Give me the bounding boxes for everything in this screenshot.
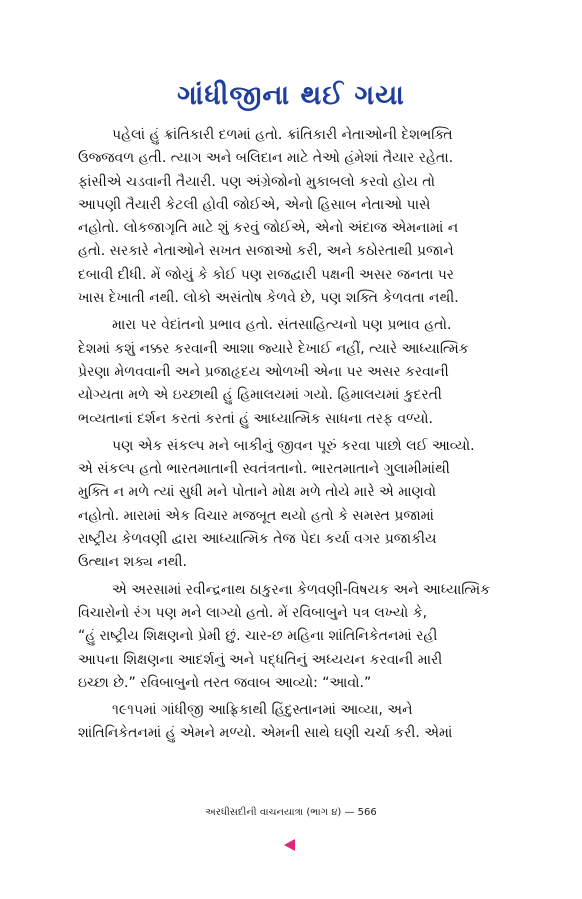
text-line: પણ એક સંકલ્પ મને બાકીનું જીવન પૂરું કરવા પાછો લઈ આવ્યો. <box>112 437 475 454</box>
text-line: વિચારોનો રંગ પણ મને લાગ્યો હતો. મેં રવિબાબુને પત્ર લખ્યો કે, <box>78 604 428 621</box>
text-line: ખાસ દેખાતી નથી. લોકો અસંતોષ કેળવે છે, પણ શક્તિ કેળવતા નથી. <box>78 290 459 307</box>
text-line: ઇચ્છા છે.” રવિબાબુનો તરત જવાબ આવ્યો: “આવો.” <box>78 674 372 691</box>
text-line: પ્રેરણા મેળવવાની અને પ્રજાહૃદય ઓળખી એના પર અસર કરવાની <box>78 363 449 380</box>
paragraph-1 <box>78 124 504 310</box>
text-line: આપના શિક્ષણના આદર્શનું અને પદ્ધતિનું અધ્યયન કરવાની મારી <box>78 651 443 668</box>
text-line: ફાંસીએ ચડવાની તૈયારી. પણ અંગ્રેજોનો મુકાબલો કરવો હોય તો <box>78 173 436 190</box>
page-footer: અરધીસદીની વાચનયાત્રા (ભાગ ૪) — 566 <box>205 807 377 818</box>
text-line: ૧૯૧૫માં ગાંધીજી આફ્રિકાથી હિંદુસ્તાનમાં આવ્યા, અને <box>112 702 413 719</box>
text-line: મારા પર વેદાંતનો પ્રભાવ હતો. સંતસાહિત્યનો પણ પ્રભાવ હતો. <box>112 317 452 334</box>
paragraph-4 <box>78 579 504 695</box>
text-line: પહેલાં હું ક્રાંતિકારી દળમાં હતો. ક્રાંતિકારી નેતાઓની દેશભક્તિ <box>112 127 453 143</box>
text-line: શાંતિનિકેતનમાં હું એમને મળ્યો. એમની સાથે ઘણી ચર્ચા કરી. એમાં <box>78 725 453 742</box>
text-line: રાષ્ટ્રીય કેળવણી દ્વારા આધ્યાત્મિક તેજ પેદા કર્યા વગર પ્રજાકીય <box>78 531 437 548</box>
paragraph-5 <box>78 699 504 746</box>
text-line: ઉત્થાન શક્ય નથી. <box>78 554 187 571</box>
text-line: એ અરસામાં રવીન્દ્રનાથ ઠાકુરના કેળવણી-વિષયક અને આધ્યાત્મિક <box>112 581 491 598</box>
text-line: મુક્તિ ન મળે ત્યાં સુધી મને પોતાને મોક્ષ મળે તોયે મારે એ માણવો <box>78 484 436 501</box>
text-line: નહોતો. લોકજાગૃતિ માટે શું કરવું જોઈએ, એનો અંદાજ એમનામાં ન <box>78 220 459 237</box>
text-line: આપણી તૈયારી કેટલી હોવી જોઈએ, એનો હિસાબ નેતાઓ પાસે <box>78 196 431 213</box>
article-body <box>78 124 504 750</box>
text-line: હતો. સરકારે નેતાઓને સખત સજાઓ કરી, અને કઠોરતાથી પ્રજાને <box>78 243 454 260</box>
paragraph-2 <box>78 314 504 430</box>
text-line: ઉજ્જવળ હતી. ત્યાગ અને બલિદાન માટે તેઓ હંમેશાં તૈયાર રહેતા. <box>78 150 454 167</box>
text-line: દબાવી દીધી. મેં જોયું કે કોઈ પણ રાજદ્વારી પક્ષની અસર જનતા પર <box>78 266 455 283</box>
page-title: ગાંધીજીના થઈ ગયા <box>177 80 405 111</box>
text-line: દેશમાં કશું નક્કર કરવાની આશા જ્યારે દેખાઈ નહીં, ત્યારે આધ્યાત્મિક <box>78 340 469 357</box>
text-line: યોગ્યતા મળે એ ઇચ્છાથી હું હિમાલયમાં ગયો. હિમાલયમાં કુદરતી <box>78 387 442 404</box>
text-line: “હું રાષ્ટ્રીય શિક્ષણનો પ્રેમી છું. ચાર-છ મહિના શાંતિનિકેતનમાં રહી <box>78 628 438 645</box>
page-marker-triangle-icon <box>284 839 295 851</box>
paragraph-3 <box>78 435 504 575</box>
text-line: એ સંકલ્પ હતો ભારતમાતાની સ્વતંત્રતાનો. ભારતમાતાને ગુલામીમાંથી <box>78 461 450 478</box>
text-line: નહોતો. મારામાં એક વિચાર મજબૂત થયો હતો કે સમસ્ત પ્રજામાં <box>78 507 434 524</box>
text-line: ભવ્યતાનાં દર્શન કરતાં કરતાં હું આધ્યાત્મિક સાધના તરફ વળ્યો. <box>78 410 433 427</box>
